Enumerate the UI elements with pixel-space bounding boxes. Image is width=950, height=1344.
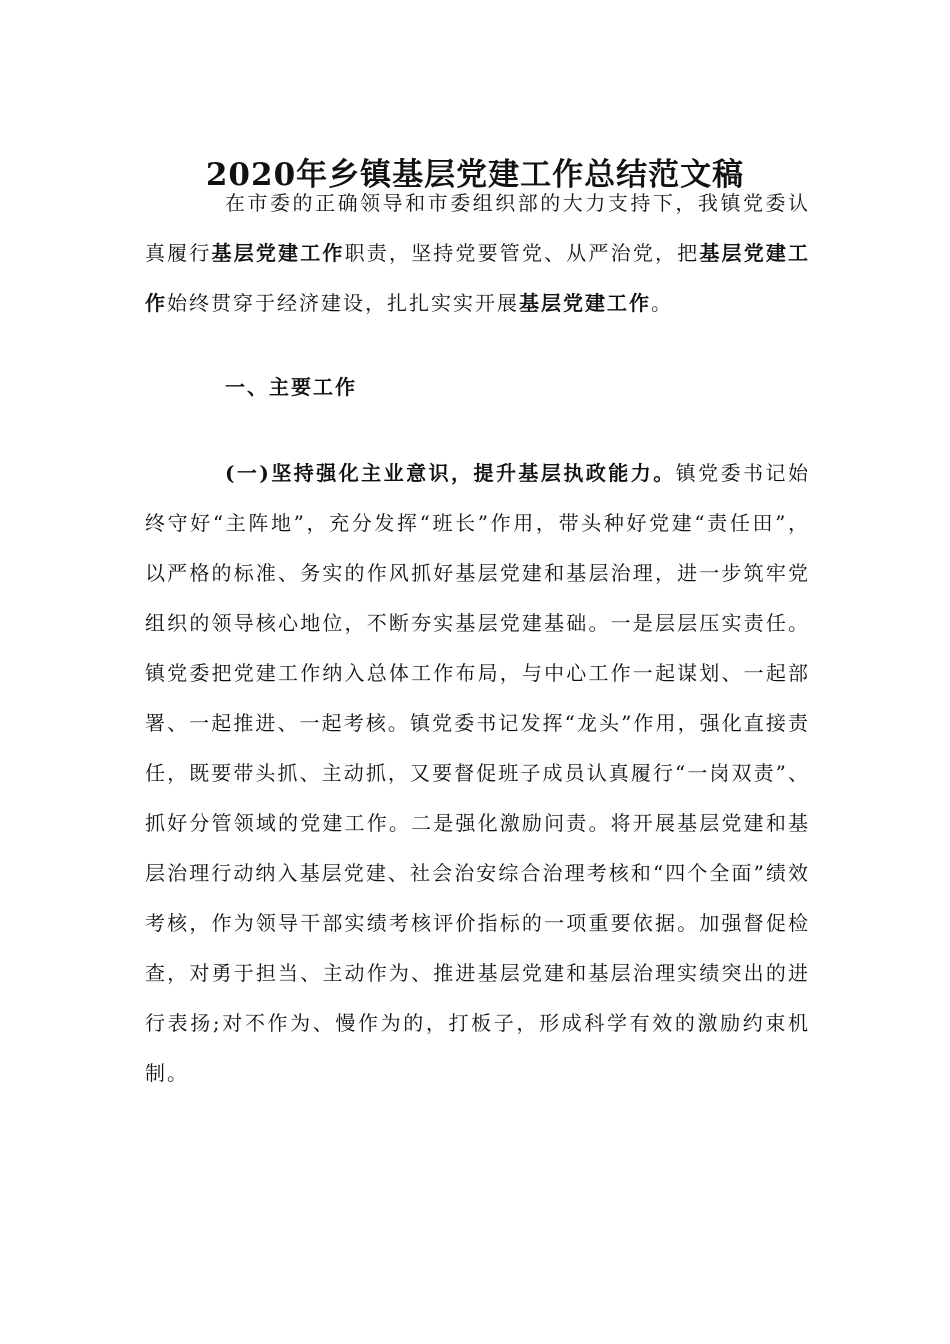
intro-text-4: 。 xyxy=(651,291,673,315)
subsection-lead: (一)坚持强化主业意识，提升基层执政能力。 xyxy=(225,461,676,485)
subsection-body: 镇党委书记始终守好“主阵地”，充分发挥“班长”作用，带头种好党建“责任田”，以严格的标准、务实的作风抓好基层党建和基层治理，进一步筑牢党组织的领导核心地位，不断夯实基层党建基础。一是层层压实责任。镇党委把党建工作纳入总体工作布局，与中心工作一起谋划、一起部署、一起推进、一起考核。镇党委书记发挥“龙头”作用，强化直接责任，既要带头抓、主动抓，又要督促班子成员认真履行“一岗双责”、抓好分管领域的党建工作。二是强化激励问责。将开展基层党建和基层治理行动纳入基层党建、社会治安综合治理考核和“四个全面”绩效考核，作为领导干部实绩考核评价指标的一项重要依据。加强督促检查，对勇于担当、主动作为、推进基层党建和基层治理实绩突出的进行表扬;对不作为、慢作为的，打板子，形成科学有效的激励约束机制。 xyxy=(145,461,810,1085)
intro-text-1: 在市委的正确领导和市委组织部的大力支持下，我镇党委认真履行 xyxy=(145,191,810,265)
intro-text-2: 职责，坚持党要管党、从严治党，把 xyxy=(344,241,700,265)
intro-text-3: 始终贯穿于经济建设，扎扎实实开展 xyxy=(167,291,519,315)
intro-paragraph xyxy=(145,178,810,328)
subsection-paragraph xyxy=(145,448,810,1098)
intro-bold-3: 基层党建工作 xyxy=(519,291,651,315)
section-heading: 一、主要工作 xyxy=(225,375,357,399)
intro-bold-2: 基层党建工作 xyxy=(145,241,811,315)
document-title: 2020年乡镇基层党建工作总结范文稿 xyxy=(205,156,745,193)
intro-bold-1: 基层党建工作 xyxy=(211,241,345,265)
